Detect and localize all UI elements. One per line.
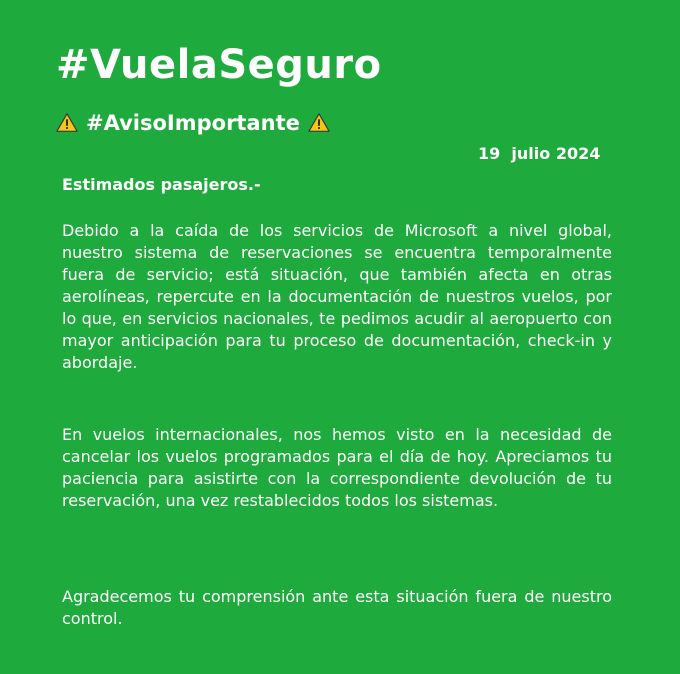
greeting: Estimados pasajeros.- bbox=[62, 175, 261, 194]
warning-icon bbox=[308, 112, 330, 134]
page-title: #VuelaSeguro bbox=[56, 42, 382, 88]
aviso-label: #AvisoImportante bbox=[86, 111, 300, 135]
warning-icon bbox=[56, 112, 78, 134]
paragraph-thanks: Agradecemos tu comprensión ante esta situación fuera de nuestro control. bbox=[62, 587, 612, 628]
paragraph-domestic: Debido a la caída de los servicios de Microsoft a nivel global, nuestro sistema de reservaciones se encuentra temporalmente fuera de servicio; está situación, que también afecta en otras aerolíneas, repercute en la documentación de nuestros vuelos, por lo que, en servicios nacionales, te pedimos acudir al aeropuerto con mayor anticipación para tu proceso de documentación, check-in y abordaje. bbox=[62, 221, 612, 372]
notice-date: 19 julio 2024 bbox=[478, 144, 601, 163]
paragraph-international: En vuelos internacionales, nos hemos visto en la necesidad de cancelar los vuelos programados para el día de hoy. Apreciamos tu paciencia para asistirte con la correspondiente devolución de tu reservación, una vez restablecidos todos los sistemas. bbox=[62, 425, 612, 510]
aviso-heading bbox=[56, 111, 330, 135]
